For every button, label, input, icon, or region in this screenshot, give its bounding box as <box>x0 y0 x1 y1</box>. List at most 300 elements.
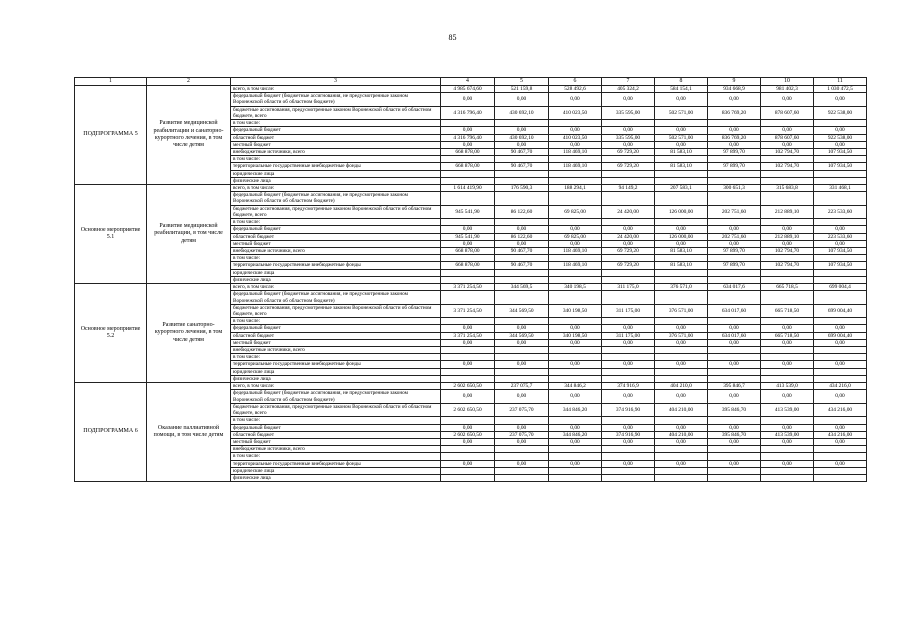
value-cell: 0,00 <box>708 226 761 233</box>
value-cell: 410 023,50 <box>549 134 602 141</box>
value-cell: 24 420,00 <box>602 205 655 219</box>
funding-source-cell: бюджетные ассигнования, предусмотренные законом Воронежской области об областном бюджете, всего <box>231 304 441 318</box>
value-cell <box>761 177 814 184</box>
value-cell: 405 324,2 <box>602 86 655 93</box>
value-cell <box>655 177 708 184</box>
value-cell: 3 371 254,50 <box>441 304 495 318</box>
value-cell: 0,00 <box>655 390 708 404</box>
value-cell: 528 492,6 <box>549 86 602 93</box>
value-cell: 0,00 <box>655 361 708 368</box>
value-cell: 97 899,70 <box>708 149 761 156</box>
column-number-header: 6 <box>549 78 602 86</box>
value-cell <box>549 368 602 375</box>
value-cell <box>495 354 549 361</box>
table-row <box>75 383 867 390</box>
value-cell <box>708 354 761 361</box>
value-cell <box>655 255 708 262</box>
value-cell: 176 590,3 <box>495 185 549 192</box>
value-cell: 404 210,00 <box>655 403 708 417</box>
value-cell: 315 683,8 <box>761 185 814 192</box>
value-cell: 0,00 <box>549 424 602 431</box>
value-cell <box>761 120 814 127</box>
value-cell: 934 668,9 <box>708 86 761 93</box>
value-cell <box>708 255 761 262</box>
value-cell: 0,00 <box>602 390 655 404</box>
value-cell: 4 985 674,60 <box>441 86 495 93</box>
value-cell <box>814 291 867 305</box>
value-cell: 945 541,90 <box>441 205 495 219</box>
value-cell: 668 878,00 <box>441 163 495 170</box>
value-cell <box>495 276 549 283</box>
value-cell <box>495 156 549 163</box>
value-cell <box>549 255 602 262</box>
value-cell <box>708 368 761 375</box>
value-cell: 0,00 <box>708 325 761 332</box>
value-cell <box>602 255 655 262</box>
funding-source-cell: федеральный бюджет <box>231 127 441 134</box>
value-cell <box>655 453 708 460</box>
value-cell <box>495 291 549 305</box>
value-cell: 0,00 <box>602 127 655 134</box>
value-cell: 374 916,90 <box>602 403 655 417</box>
value-cell: 69 729,20 <box>602 248 655 255</box>
value-cell <box>708 156 761 163</box>
program-description-cell: Развитие медицинской реабилитации, в том числе детям <box>147 185 231 284</box>
value-cell <box>814 368 867 375</box>
value-cell: 311 175,0 <box>602 284 655 291</box>
value-cell <box>549 177 602 184</box>
value-cell <box>441 453 495 460</box>
value-cell <box>655 375 708 382</box>
funding-source-cell: федеральный бюджет (бюджетные ассигнования, не предусмотренные законом Воронежской области об областном бюджете) <box>231 390 441 404</box>
funding-source-cell: в том числе: <box>231 255 441 262</box>
column-number-header: 3 <box>231 78 441 86</box>
value-cell: 0,00 <box>814 424 867 431</box>
value-cell: 0,00 <box>441 141 495 148</box>
column-number-header: 11 <box>814 78 867 86</box>
value-cell <box>708 120 761 127</box>
value-cell: 81 583,10 <box>655 149 708 156</box>
value-cell <box>708 318 761 325</box>
value-cell: 0,00 <box>655 325 708 332</box>
value-cell <box>602 156 655 163</box>
program-description-cell: Оказание паллиативной помощи, в том числе детям <box>147 383 231 482</box>
value-cell: 344 569,50 <box>495 332 549 339</box>
value-cell <box>549 347 602 354</box>
value-cell <box>708 276 761 283</box>
value-cell <box>814 354 867 361</box>
value-cell <box>549 467 602 474</box>
value-cell <box>655 170 708 177</box>
funding-source-cell: местный бюджет <box>231 141 441 148</box>
value-cell: 107 934,50 <box>814 248 867 255</box>
value-cell: 0,00 <box>814 226 867 233</box>
value-cell <box>814 318 867 325</box>
value-cell: 922 538,00 <box>814 134 867 141</box>
value-cell: 0,00 <box>708 424 761 431</box>
value-cell <box>441 219 495 226</box>
value-cell: 1 030 472,5 <box>814 86 867 93</box>
value-cell: 836 769,20 <box>708 134 761 141</box>
value-cell <box>655 368 708 375</box>
value-cell: 202 751,60 <box>708 233 761 240</box>
value-cell: 945 541,90 <box>441 233 495 240</box>
value-cell <box>655 219 708 226</box>
value-cell: 0,00 <box>708 93 761 107</box>
value-cell <box>814 446 867 453</box>
funding-source-cell: внебюджетные источники, всего <box>231 248 441 255</box>
value-cell <box>549 170 602 177</box>
value-cell: 0,00 <box>761 460 814 467</box>
value-cell: 69 729,20 <box>602 149 655 156</box>
funding-source-cell: федеральный бюджет <box>231 325 441 332</box>
value-cell: 699 004,40 <box>814 304 867 318</box>
value-cell: 395 846,70 <box>708 403 761 417</box>
value-cell <box>602 269 655 276</box>
value-cell <box>814 255 867 262</box>
value-cell: 0,00 <box>549 325 602 332</box>
funding-source-cell: федеральный бюджет <box>231 226 441 233</box>
value-cell: 344 569,50 <box>495 304 549 318</box>
value-cell: 0,00 <box>549 460 602 467</box>
value-cell <box>495 474 549 481</box>
value-cell: 0,00 <box>441 424 495 431</box>
value-cell: 0,00 <box>814 438 867 445</box>
value-cell: 118 469,10 <box>549 163 602 170</box>
value-cell: 665 718,50 <box>761 332 814 339</box>
value-cell <box>761 170 814 177</box>
value-cell: 0,00 <box>495 127 549 134</box>
value-cell: 404 210,00 <box>655 431 708 438</box>
value-cell: 300 651,3 <box>708 185 761 192</box>
funding-source-cell: федеральный бюджет (бюджетные ассигнования, не предусмотренные законом Воронежской области об областном бюджете) <box>231 291 441 305</box>
value-cell: 0,00 <box>761 339 814 346</box>
value-cell <box>655 276 708 283</box>
value-cell <box>602 453 655 460</box>
value-cell: 0,00 <box>441 226 495 233</box>
value-cell: 340 198,50 <box>549 332 602 339</box>
funding-source-cell: федеральный бюджет (бюджетные ассигнования, не предусмотренные законом Воронежской области об областном бюджете) <box>231 192 441 206</box>
value-cell <box>602 170 655 177</box>
value-cell: 207 583,1 <box>655 185 708 192</box>
value-cell: 668 878,00 <box>441 262 495 269</box>
value-cell: 878 607,60 <box>761 106 814 120</box>
value-cell <box>602 368 655 375</box>
funding-source-cell: областной бюджет <box>231 233 441 240</box>
value-cell: 0,00 <box>495 361 549 368</box>
value-cell <box>708 446 761 453</box>
funding-source-cell: федеральный бюджет (бюджетные ассигнования, не предусмотренные законом Воронежской области об областном бюджете) <box>231 93 441 107</box>
value-cell <box>814 347 867 354</box>
program-name-cell: ПОДПРОГРАММА 6 <box>75 383 147 482</box>
value-cell: 0,00 <box>602 141 655 148</box>
value-cell <box>441 177 495 184</box>
value-cell <box>708 269 761 276</box>
value-cell: 430 692,10 <box>495 106 549 120</box>
funding-source-cell: внебюджетные источники, всего <box>231 347 441 354</box>
value-cell: 81 583,10 <box>655 163 708 170</box>
funding-source-cell: областной бюджет <box>231 431 441 438</box>
value-cell <box>549 269 602 276</box>
value-cell: 0,00 <box>814 339 867 346</box>
value-cell: 69 825,00 <box>549 205 602 219</box>
funding-source-cell: бюджетные ассигнования, предусмотренные законом Воронежской области об областном бюджете, всего <box>231 106 441 120</box>
program-description-cell: Развитие санаторно-курортного лечения, в том числе детям <box>147 284 231 383</box>
value-cell <box>441 318 495 325</box>
column-number-header: 4 <box>441 78 495 86</box>
value-cell: 0,00 <box>708 390 761 404</box>
value-cell <box>602 474 655 481</box>
value-cell: 0,00 <box>602 361 655 368</box>
value-cell: 0,00 <box>495 424 549 431</box>
value-cell <box>549 192 602 206</box>
value-cell <box>441 269 495 276</box>
column-number-header: 7 <box>602 78 655 86</box>
value-cell: 118 469,10 <box>549 262 602 269</box>
value-cell <box>495 177 549 184</box>
value-cell: 107 934,50 <box>814 163 867 170</box>
value-cell: 335 595,00 <box>602 106 655 120</box>
value-cell: 0,00 <box>602 339 655 346</box>
funding-source-cell: в том числе: <box>231 354 441 361</box>
value-cell: 0,00 <box>549 226 602 233</box>
value-cell <box>495 347 549 354</box>
value-cell: 81 583,10 <box>655 248 708 255</box>
funding-source-cell: территориальные государственные внебюджетные фонды <box>231 262 441 269</box>
value-cell: 4 316 796,40 <box>441 134 495 141</box>
value-cell <box>814 467 867 474</box>
value-cell <box>495 318 549 325</box>
value-cell <box>708 453 761 460</box>
value-cell: 0,00 <box>655 240 708 247</box>
value-cell <box>495 467 549 474</box>
value-cell: 922 538,00 <box>814 106 867 120</box>
value-cell: 2 602 650,50 <box>441 431 495 438</box>
funding-source-cell: в том числе: <box>231 219 441 226</box>
value-cell <box>602 291 655 305</box>
value-cell: 0,00 <box>495 93 549 107</box>
value-cell: 0,00 <box>761 240 814 247</box>
value-cell: 0,00 <box>708 438 761 445</box>
value-cell: 413 539,0 <box>761 383 814 390</box>
funding-source-cell: внебюджетные источники, всего <box>231 446 441 453</box>
value-cell: 0,00 <box>708 339 761 346</box>
value-cell: 102 794,70 <box>761 262 814 269</box>
value-cell: 69 825,00 <box>549 233 602 240</box>
value-cell: 0,00 <box>814 361 867 368</box>
value-cell: 0,00 <box>495 390 549 404</box>
value-cell: 0,00 <box>761 141 814 148</box>
value-cell <box>814 192 867 206</box>
value-cell: 0,00 <box>602 424 655 431</box>
value-cell <box>495 368 549 375</box>
value-cell: 0,00 <box>814 93 867 107</box>
funding-source-cell: бюджетные ассигнования, предусмотренные законом Воронежской области об областном бюджете, всего <box>231 205 441 219</box>
value-cell: 0,00 <box>761 424 814 431</box>
value-cell <box>495 219 549 226</box>
value-cell <box>602 120 655 127</box>
value-cell: 3 371 254,50 <box>441 284 495 291</box>
value-cell: 0,00 <box>814 390 867 404</box>
budget-table <box>74 77 867 482</box>
value-cell <box>814 375 867 382</box>
value-cell: 86 122,60 <box>495 233 549 240</box>
value-cell <box>761 446 814 453</box>
value-cell: 0,00 <box>441 438 495 445</box>
value-cell <box>549 318 602 325</box>
value-cell <box>814 177 867 184</box>
value-cell <box>761 417 814 424</box>
value-cell <box>602 467 655 474</box>
value-cell: 0,00 <box>495 339 549 346</box>
value-cell: 107 934,50 <box>814 149 867 156</box>
value-cell: 878 607,60 <box>761 134 814 141</box>
value-cell <box>602 219 655 226</box>
value-cell: 0,00 <box>549 240 602 247</box>
funding-source-cell: в том числе: <box>231 156 441 163</box>
value-cell <box>655 156 708 163</box>
value-cell <box>655 467 708 474</box>
value-cell: 0,00 <box>441 93 495 107</box>
value-cell <box>761 474 814 481</box>
value-cell <box>761 354 814 361</box>
program-name-cell: Основное мероприятие 5.1 <box>75 185 147 284</box>
value-cell <box>761 276 814 283</box>
value-cell <box>761 269 814 276</box>
value-cell: 202 751,60 <box>708 205 761 219</box>
value-cell: 102 794,70 <box>761 248 814 255</box>
funding-source-cell: территориальные государственные внебюджетные фонды <box>231 163 441 170</box>
value-cell <box>814 170 867 177</box>
value-cell: 0,00 <box>602 460 655 467</box>
value-cell <box>655 269 708 276</box>
funding-source-cell: юридические лица <box>231 170 441 177</box>
value-cell <box>495 120 549 127</box>
value-cell <box>761 156 814 163</box>
value-cell <box>495 453 549 460</box>
value-cell: 502 571,00 <box>655 106 708 120</box>
value-cell: 0,00 <box>441 240 495 247</box>
value-cell <box>441 354 495 361</box>
value-cell: 0,00 <box>761 127 814 134</box>
value-cell <box>708 219 761 226</box>
value-cell <box>441 347 495 354</box>
value-cell <box>549 219 602 226</box>
value-cell: 699 004,40 <box>814 332 867 339</box>
value-cell: 0,00 <box>761 390 814 404</box>
value-cell <box>814 417 867 424</box>
value-cell: 584 154,1 <box>655 86 708 93</box>
value-cell <box>602 446 655 453</box>
value-cell <box>814 219 867 226</box>
value-cell: 413 539,00 <box>761 403 814 417</box>
value-cell: 237 075,7 <box>495 383 549 390</box>
funding-source-cell: всего, в том числе: <box>231 185 441 192</box>
value-cell <box>814 120 867 127</box>
value-cell: 0,00 <box>655 460 708 467</box>
value-cell: 413 539,00 <box>761 431 814 438</box>
value-cell <box>549 375 602 382</box>
value-cell <box>761 375 814 382</box>
value-cell: 69 729,20 <box>602 163 655 170</box>
value-cell: 374 916,9 <box>602 383 655 390</box>
value-cell: 0,00 <box>655 339 708 346</box>
value-cell <box>495 170 549 177</box>
value-cell: 0,00 <box>495 240 549 247</box>
value-cell: 0,00 <box>814 240 867 247</box>
funding-source-cell: бюджетные ассигнования, предусмотренные законом Воронежской области об областном бюджете, всего <box>231 403 441 417</box>
value-cell: 4 316 796,40 <box>441 106 495 120</box>
value-cell: 24 420,00 <box>602 233 655 240</box>
value-cell: 634 017,6 <box>708 284 761 291</box>
value-cell <box>441 417 495 424</box>
value-cell: 237 075,70 <box>495 431 549 438</box>
value-cell <box>761 219 814 226</box>
value-cell <box>761 192 814 206</box>
value-cell: 0,00 <box>495 141 549 148</box>
value-cell: 344 569,5 <box>495 284 549 291</box>
funding-source-cell: местный бюджет <box>231 438 441 445</box>
value-cell: 118 469,10 <box>549 149 602 156</box>
value-cell: 0,00 <box>549 361 602 368</box>
value-cell: 0,00 <box>761 325 814 332</box>
value-cell: 0,00 <box>441 339 495 346</box>
value-cell: 2 602 650,50 <box>441 383 495 390</box>
value-cell: 331 468,1 <box>814 185 867 192</box>
value-cell: 376 571,0 <box>655 284 708 291</box>
value-cell <box>602 192 655 206</box>
value-cell: 94 149,2 <box>602 185 655 192</box>
value-cell <box>549 276 602 283</box>
value-cell <box>495 417 549 424</box>
value-cell: 0,00 <box>708 240 761 247</box>
value-cell: 0,00 <box>761 93 814 107</box>
value-cell: 0,00 <box>441 460 495 467</box>
value-cell <box>441 192 495 206</box>
value-cell: 97 899,70 <box>708 262 761 269</box>
funding-source-cell: местный бюджет <box>231 240 441 247</box>
value-cell: 188 294,1 <box>549 185 602 192</box>
funding-source-cell: в том числе: <box>231 120 441 127</box>
value-cell <box>495 375 549 382</box>
funding-source-cell: в том числе: <box>231 417 441 424</box>
value-cell: 699 004,4 <box>814 284 867 291</box>
value-cell: 376 571,00 <box>655 304 708 318</box>
value-cell <box>441 474 495 481</box>
value-cell: 118 469,10 <box>549 248 602 255</box>
value-cell: 344 846,2 <box>549 383 602 390</box>
value-cell: 102 794,70 <box>761 163 814 170</box>
value-cell: 0,00 <box>602 240 655 247</box>
value-cell: 0,00 <box>655 127 708 134</box>
value-cell <box>441 291 495 305</box>
value-cell: 102 794,70 <box>761 149 814 156</box>
value-cell: 1 614 419,90 <box>441 185 495 192</box>
value-cell <box>655 192 708 206</box>
funding-source-cell: физические лица <box>231 474 441 481</box>
funding-source-cell: местный бюджет <box>231 339 441 346</box>
value-cell: 0,00 <box>708 141 761 148</box>
value-cell <box>602 347 655 354</box>
value-cell <box>655 417 708 424</box>
value-cell: 0,00 <box>495 226 549 233</box>
value-cell: 0,00 <box>495 438 549 445</box>
value-cell <box>761 453 814 460</box>
value-cell <box>441 120 495 127</box>
value-cell <box>495 446 549 453</box>
value-cell <box>814 474 867 481</box>
value-cell <box>441 255 495 262</box>
